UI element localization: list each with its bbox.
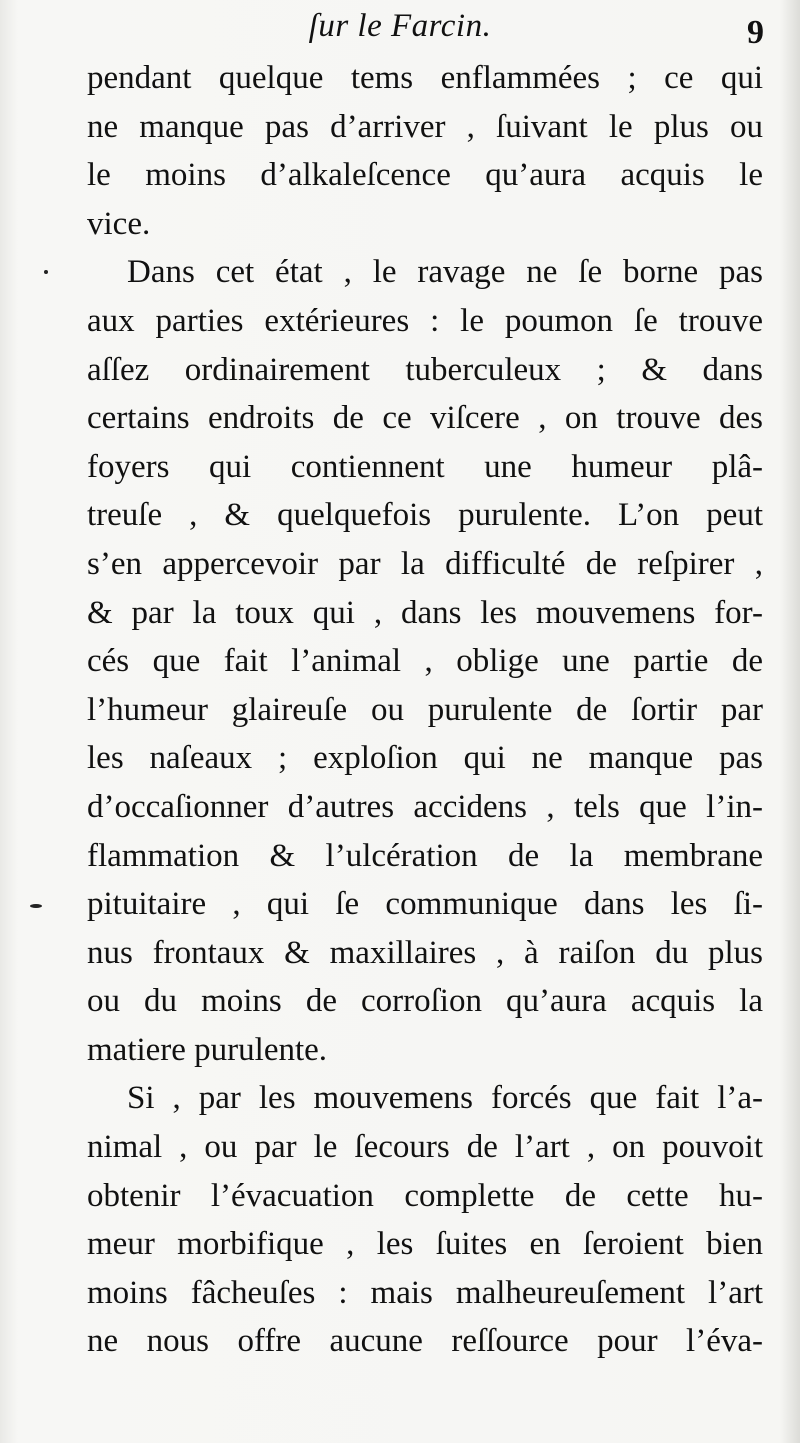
- running-head: [0, 8, 800, 51]
- running-title: ſur le Farcin.: [308, 8, 492, 44]
- paragraph-start-line: Si , par les mouvemens forcés que fait l’a-: [127, 1080, 763, 1117]
- text-line: pituitaire , qui ſe communique dans les ſi-: [87, 886, 763, 923]
- text-line: certains endroits de ce viſcere , on trouve des: [87, 400, 763, 437]
- text-line: nimal , ou par le ſecours de l’art , on pouvoit: [87, 1129, 763, 1166]
- page-number: 9: [747, 14, 764, 51]
- text-line: ou du moins de corroſion qu’aura acquis la: [87, 983, 763, 1020]
- text-line: foyers qui contiennent une humeur plâ-: [87, 448, 763, 485]
- text-line: treuſe , & quelquefois purulente. L’on peut: [87, 497, 763, 534]
- text-line: flammation & l’ulcération de la membrane: [87, 837, 763, 874]
- text-line: & par la toux qui , dans les mouvemens for-: [87, 594, 763, 631]
- text-line: nus frontaux & maxillaires , à raiſon du plus: [87, 934, 763, 971]
- text-line: les naſeaux ; exploſion qui ne manque pas: [87, 740, 763, 777]
- text-line: obtenir l’évacuation complette de cette hu-: [87, 1177, 763, 1214]
- body-text: [87, 54, 763, 1366]
- text-line: cés que fait l’animal , oblige une partie de: [87, 643, 763, 680]
- text-line: moins fâcheuſes : mais malheureuſement l’art: [87, 1274, 763, 1311]
- text-line: s’en appercevoir par la difficulté de reſpirer ,: [87, 545, 763, 582]
- text-line: le moins d’alkaleſcence qu’aura acquis le: [87, 157, 763, 194]
- text-line: aux parties extérieures : le poumon ſe trouve: [87, 302, 763, 339]
- text-line: aſſez ordinairement tuberculeux ; & dans: [87, 351, 763, 388]
- text-line: pendant quelque tems enflammées ; ce qui: [87, 60, 763, 96]
- text-line: ne nous offre aucune reſſource pour l’éva-: [87, 1323, 763, 1360]
- text-line: meur morbifique , les ſuites en ſeroient bien: [87, 1226, 763, 1263]
- text-line: ne manque pas d’arriver , ſuivant le plus ou: [87, 108, 763, 145]
- text-line: l’humeur glaireuſe ou purulente de ſortir par: [87, 691, 763, 728]
- ink-speck: [30, 904, 42, 908]
- text-line: d’occaſionner d’autres accidens , tels que l’in-: [87, 788, 763, 825]
- paragraph-start-line: Dans cet état , le ravage ne ſe borne pas: [127, 254, 763, 291]
- ink-speck: [44, 270, 48, 274]
- text-line: vice.: [87, 205, 151, 242]
- text-line: matiere purulente.: [87, 1031, 328, 1068]
